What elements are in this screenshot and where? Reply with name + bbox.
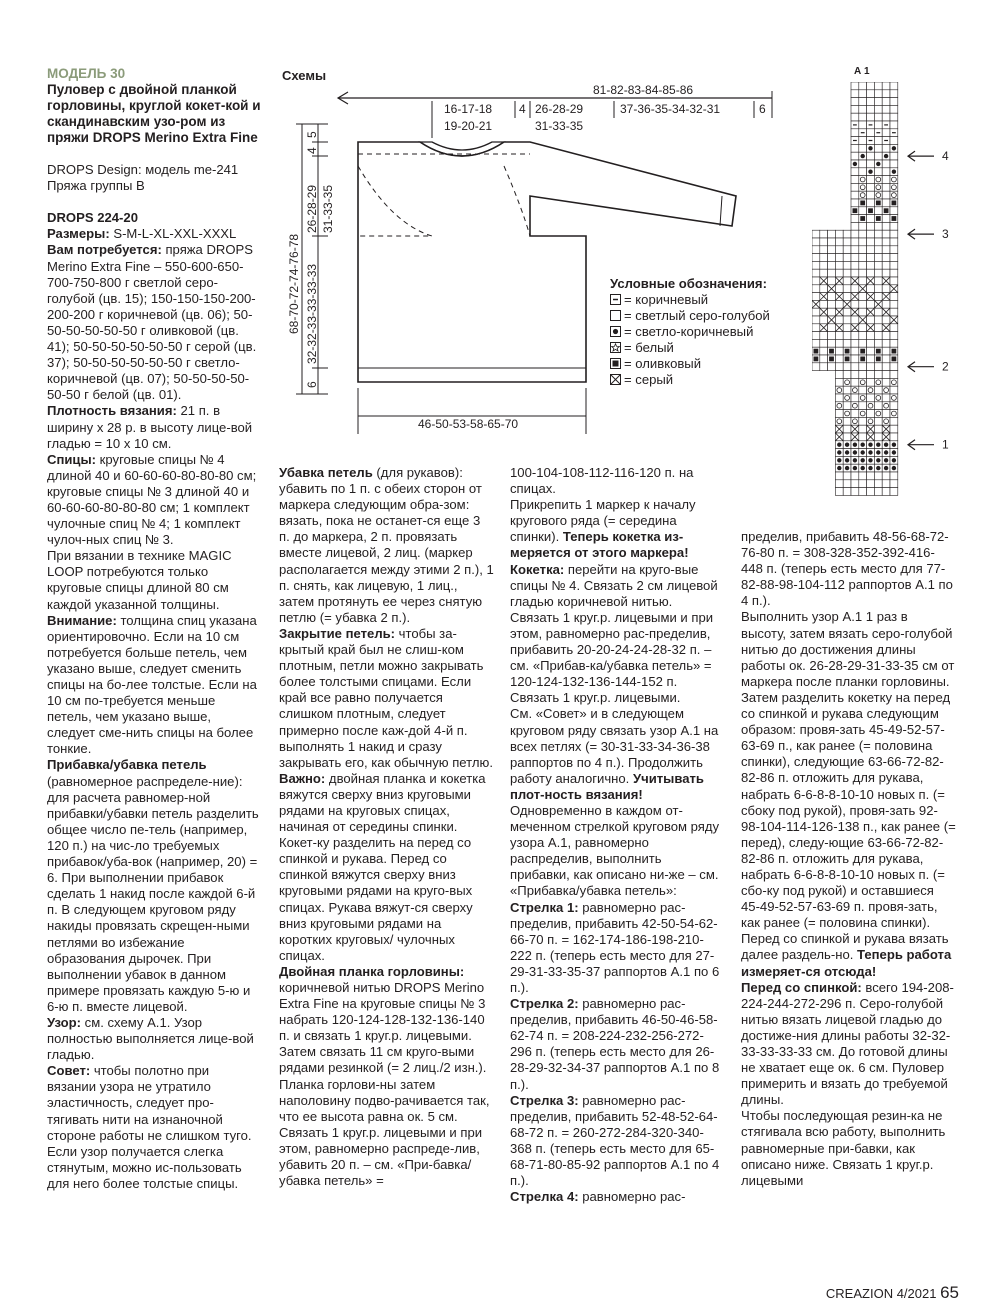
column-2 — [279, 465, 494, 1189]
shoulder-label-2: 31-33-35 — [535, 119, 584, 133]
light-grey-blue-swatch-icon — [610, 310, 621, 321]
neck-label-1: 16-17-18 — [444, 102, 493, 116]
paragraph: DROPS Design: модель me-241 Пряжа группы B — [47, 162, 239, 194]
arrow-label-1: 1 — [942, 437, 949, 452]
column-4 — [741, 529, 956, 1189]
olive-swatch-icon — [610, 358, 621, 369]
seg-4-label: 4 — [519, 102, 526, 116]
paragraph: Перед со спинкой: всего 194-208-224-244-272-296 п. Серо-голубой нитью вязать лицевой гладью до достиже-ния длины работы 32-32-33-33-33-33 см. До готовой длины не хватает еще ок. 6 см. Пуловер примерить и вязать до требуемой длины. — [741, 979, 954, 1108]
neck-label-2: 19-20-21 — [444, 119, 493, 133]
width-total-label: 81-82-83-84-85-86 — [593, 83, 694, 97]
cuff-label: 6 — [759, 102, 766, 116]
paragraph: Затем связать 11 см круго-выми рядами резинкой (= 2 лиц./2 изн.). Планка горлови-ны затем наполовину подво-рачивается так, что ее высота равна ок. 5 см. Связать 1 круг.р. лицевыми и при этом, равномерно распреде-лив, убавить 20 п. – см. «При-бавка/убавка петель» = — [279, 1044, 490, 1189]
sweater-schematic — [272, 58, 812, 458]
paragraph: См. «Совет» и в следующем круговом ряду связать узор А.1 на всех петлях (= 30-31-33-34-36-38 раппортов по 4 п.). Продолжить работу аналогично. Учитывать плот-ность вязания! — [510, 706, 719, 802]
paragraph: Размеры: S-M-L-XL-XXL-XXXL — [47, 226, 237, 242]
legend-item-light-grey-blue: = светлый серо-голубой — [610, 308, 770, 324]
legend-item-white: = белый — [610, 340, 770, 356]
arrow-label-3: 3 — [942, 227, 949, 242]
paragraph: Узор: см. схему А.1. Узор полностью выполняется лице-вой гладью. — [47, 1014, 254, 1063]
column-3 — [510, 465, 725, 1205]
paragraph: Чтобы последующая резин-ка не стягивала всю работу, выполнить равномерные при-бавки, как описано ниже. Связать 1 круг.р. лицевыми — [741, 1108, 946, 1188]
paragraph: При вязании в технике MAGIC LOOP потребуются только круговые спицы длиной 80 см каждой указанной толщины. — [47, 548, 232, 612]
legend-title: Условные обозначения: — [610, 276, 767, 291]
paragraph: Стрелка 1: равномерно рас-пределив, прибавить 42-50-54-62-66-70 п. = 162-174-186-198-210-222 п. (теперь есть место для 27-29-31-33-35-37 раппортов А.1 по 6 п.). — [510, 899, 720, 995]
v5-label: 5 — [305, 131, 319, 138]
paragraph: Внимание: толщина спиц указана ориентировочно. Если на 10 см потребуется больше петель, чем указано выше, следует сменить спицы на бо-лее толстые. Если на 10 см по-требуется меньше петель, чем указано выше, следует сме-нить спицы на более тонкие. — [47, 612, 257, 757]
arrow-label-4: 4 — [942, 149, 949, 164]
paragraph: Убавка петель (для рукавов): убавить по 1 п. с обеих сторон от маркера следующим обра-зом: вязать, пока не останет-ся еще 3 п. до маркера, 2 п. провязать вместе лицевой, 2 лиц. (маркер располагается между этими 2 п.), 1 п. снять, как лицевую, 1 лиц., затем протянуть ее через снятую петлю (= убавка 2 п.). — [279, 465, 494, 625]
paragraph: Плотность вязания: 21 п. в ширину х 28 р. в высоту лице-вой гладью = 10 х 10 см. — [47, 403, 253, 451]
bottom-width-label: 46-50-53-58-65-70 — [418, 417, 519, 431]
v6-label: 6 — [305, 381, 319, 388]
paragraph: Выполнить узор А.1 1 раз в высоту, затем вязать серо-голубой нитью до достижения длины работы ок. 26-28-29-31-33-35 см от маркера после планки горловины. — [741, 609, 955, 689]
legend-item-olive: = оливковый — [610, 356, 770, 372]
paragraph: Закрытие петель: чтобы за-крытый край был не слиш-ком плотным, петли можно закрывать более толстыми спицами. Если край все равно получается слишком плотным, следует примерно после каж-дой 4-й п. выполнять 1 накид и сразу закрывать его, как обычную петлю. — [279, 625, 493, 770]
paragraph: Связать 1 круг.р. лицевыми и при этом, равномерно рас-пределив, прибавить 20-20-24-24-28-32 п. – см. «Прибав-ка/убавка петель» = 120-124-132-136-144-152 п. Связать 1 круг.р. лицевыми. — [510, 609, 714, 706]
brown-swatch-icon — [610, 294, 621, 305]
chart-title: А 1 — [854, 66, 870, 77]
paragraph: DROPS 224-20 — [47, 210, 138, 226]
shoulder-label-1: 26-28-29 — [535, 102, 584, 116]
paragraph: Вам потребуется: пряжа DROPS Merino Extra Fine – 550-600-650-700-750-800 г светлой серо-голубой (цв. 15); 150-150-150-200-200-200 г коричневой (цв. 06); 50-50-50-50-50-50 г оливковой (цв. 41); 50-50-50-50-50-50 г серой (цв. 37); 50-50-50-50-50-50 г светло-коричневой (цв. 07); 50-50-50-50-50-50 г белой (цв. 01). — [47, 242, 257, 403]
magazine-label: CREAZION 4/2021 — [825, 1286, 937, 1301]
legend — [610, 276, 770, 388]
paragraph: МОДЕЛЬ 30 — [47, 66, 126, 81]
legend-item-grey: = серый — [610, 372, 770, 388]
yoke-label-1: 26-28-29 — [305, 184, 319, 233]
paragraph: Прибавка/убавка петель (равномерное распределе-ние): для расчета равномер-ной прибавки/убавки петель разделить общее число пе-тель (например, 120 п.) на чис-ло требуемых прибавок/уба-вок (например, 20) = 6. При выполнении прибавок сделать 1 накид после каждой 6-й п. В следующем круговом ряду накиды провязать скрещен-ными петлями во избежание образования дырочек. При выполнении убавок в данном примере провязать каждую 5-ю и 6-ю п. вместе лицевой. — [47, 757, 259, 1014]
paragraph: Стрелка 2: равномерно рас-пределив, прибавить 46-50-46-58-62-74 п. = 208-224-232-256-272-296 п. (теперь есть место для 26-28-29-32-34-37 раппортов А.1 по 8 п.). — [510, 996, 720, 1092]
paragraph: Прикрепить 1 маркер к началу кругового ряда (= середина спинки). Теперь кокетка из-меряется от этого маркера! — [510, 497, 696, 561]
legend-item-brown: = коричневый — [610, 292, 770, 308]
paragraph: Двойная планка горловины: коричневой нитью DROPS Merino Extra Fine на круговые спицы № 3 набрать 120-124-128-132-136-140 п. и связать 1 круг.р. лицевыми. — [279, 963, 486, 1044]
page-footer — [826, 1283, 959, 1303]
paragraph: Спицы: круговые спицы № 4 длиной 40 и 60-60-60-80-80-80 см; круговые спицы № 3 длиной 40 и 60-60-60-80-80-80 см; 1 комплект чулочные спиц № 4; 1 комплект чулоч-ных спиц № 3. — [47, 451, 257, 548]
paragraph: Одновременно в каждом от-меченном стрелкой круговом ряду узора А.1, равномерно распределив, выполнить прибавки, как описано ни-же – см. «Прибавка/убавка петель»: — [510, 802, 720, 899]
paragraph: Совет: чтобы полотно при вязании узора не утратило эластичность, следует про-тягивать нити на изнаночной стороне работы не слишком туго. Если узор получается слегка стянутым, можно ис-пользовать для него более толстые спицы. — [47, 1063, 252, 1191]
arrow-label-2: 2 — [942, 359, 949, 374]
paragraph: Затем разделить кокетку на перед со спинкой и рукава следующим образом: провя-зать 45-49-52-57-63-69 п., как ранее (= половина спинки), следующие 63-66-72-82-82-86 п. отложить для рукава, набрать 6-6-8-8-10-10 новых п. (= сбоку под рукой), провя-зать 92-98-104-114-126-138 п., как ранее (= перед), следу-ющие 63-66-72-82-82-86 п. отложить для рукава, набрать 6-6-8-8-10-10 новых п. (= сбо-ку под рукой) и оставшиеся 45-49-52-57-63-69 п. провя-зать, как ранее (= половина спинки). Перед со спинкой и рукава вязать далее раздель-но. Теперь работа измеряет-ся отсюда! — [741, 689, 956, 979]
paragraph: Стрелка 4: равномерно рас- — [510, 1189, 686, 1205]
paragraph: Важно: двойная планка и кокетка вяжутся сверху вниз круговыми рядами на круговых спицах, начиная от середины спинки. Кокет-ку разделить на перед со спинкой и рукава. Перед со спинкой вяжутся сверху вниз круговыми рядами на круго-вых спицах. Рукава вяжут-ся сверху вниз круговыми рядами на коротких круговых/ чулочных спицах. — [279, 770, 486, 963]
paragraph: Стрелка 3: равномерно рас-пределив, прибавить 52-48-52-64-68-72 п. = 260-272-284-320-340-368 п. (теперь есть место для 65-68-71-80-85-92 раппортов А.1 по 4 п.). — [510, 1092, 720, 1189]
paragraph: пределив, прибавить 48-56-68-72-76-80 п. = 308-328-352-392-416-448 п. (теперь есть место для 77-82-88-98-104-112 раппортов А.1 по 4 п.). — [741, 529, 953, 609]
paragraph: Пуловер с двойной планкой горловины, круглой кокет-кой и скандинавским узо-ром из пряжи DROPS Merino Extra Fine — [47, 82, 261, 146]
v4-label: 4 — [305, 147, 319, 154]
column-1 — [47, 66, 261, 1192]
sleeve-label: 37-36-35-34-32-31 — [620, 102, 721, 116]
yoke-label-2: 31-33-35 — [321, 184, 335, 233]
paragraph: 100-104-108-112-116-120 п. на спицах. — [510, 465, 694, 497]
total-length-label: 68-70-72-74-76-78 — [287, 233, 301, 334]
legend-item-light-brown: = светло-коричневый — [610, 324, 770, 340]
pattern-chart-a1 — [812, 82, 962, 502]
grey-swatch-icon — [610, 374, 621, 385]
page-number: 65 — [940, 1283, 959, 1302]
body-length-label: 32-32-33-33-33-33 — [305, 263, 319, 364]
light-brown-swatch-icon — [610, 326, 621, 337]
white-swatch-icon — [610, 342, 621, 353]
schema-title: Схемы — [282, 68, 327, 83]
paragraph: Кокетка: перейти на круго-вые спицы № 4. Связать 2 см лицевой гладью коричневой нитью. — [510, 561, 718, 609]
